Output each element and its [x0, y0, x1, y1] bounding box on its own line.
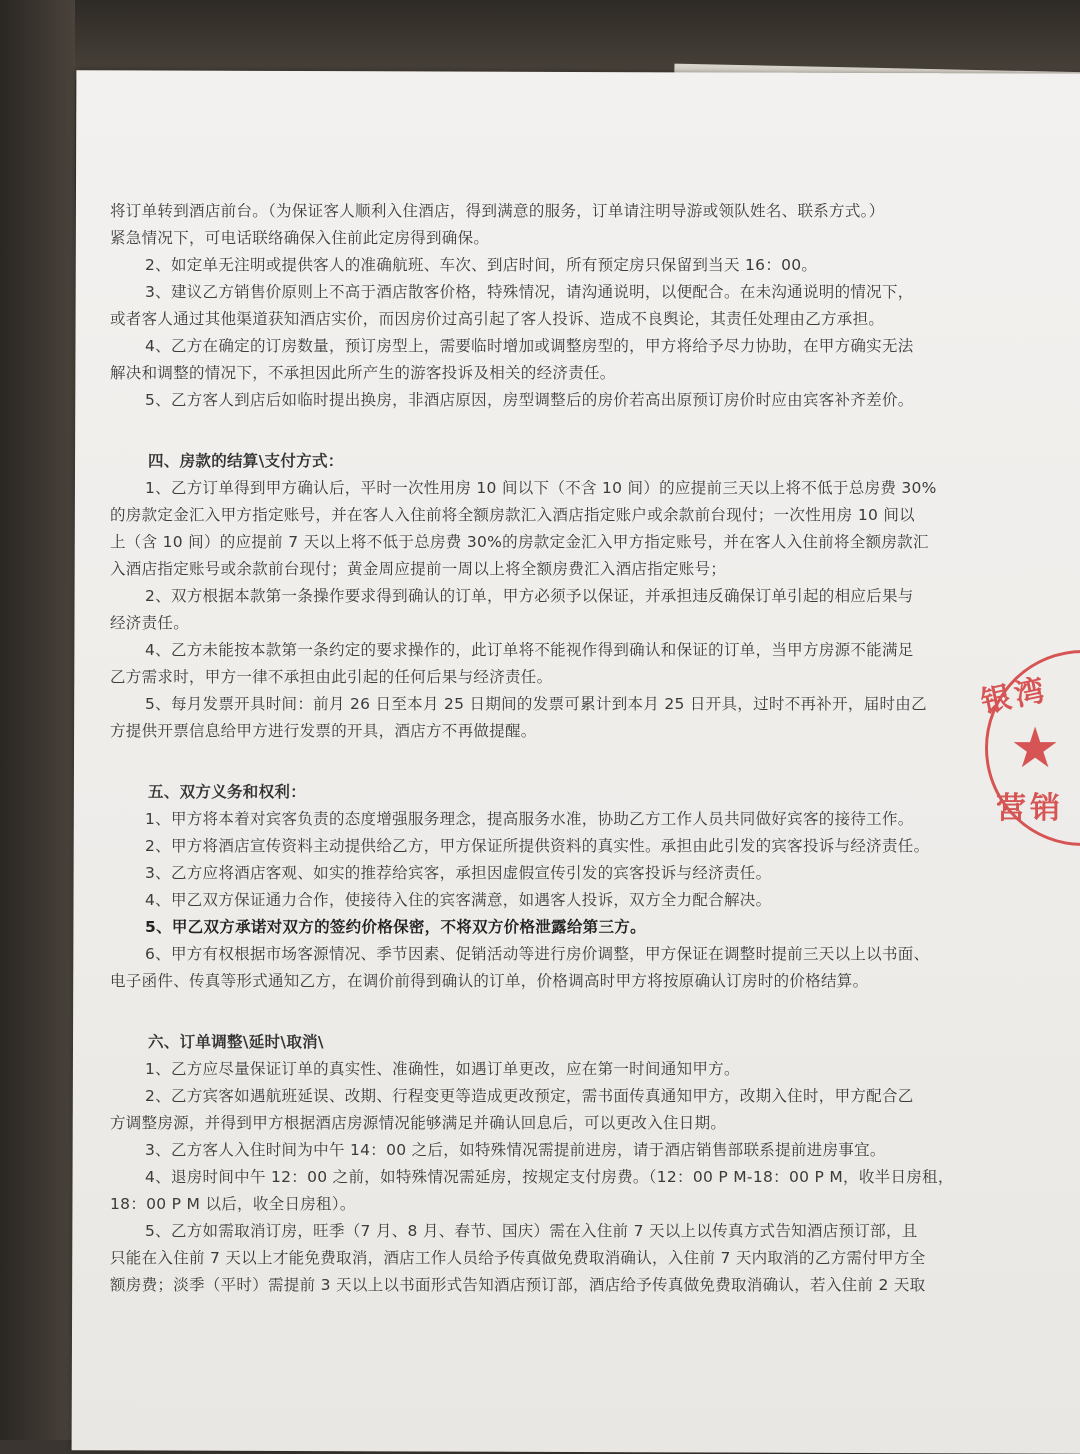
background-left — [0, 0, 75, 1440]
text-line: 额房费；淡季（平时）需提前 3 天以上以书面形式告知酒店预订部，酒店给予传真做免费取消确认，若入住前 2 天取 — [110, 1276, 926, 1294]
text-line: 2、甲方将酒店宣传资料主动提供给乙方，甲方保证所提供资料的真实性。承担由此引发的宾客投诉与经济责任。 — [145, 837, 930, 855]
text-line: 2、如定单无注明或提供客人的准确航班、车次、到店时间，所有预定房只保留到当天 16：00。 — [145, 256, 818, 274]
text-line: 只能在入住前 7 天以上才能免费取消，酒店工作人员给予传真做免费取消确认，入住前 7 天内取消的乙方需付甲方全 — [110, 1249, 926, 1267]
text-line: 上（含 10 间）的应提前 7 天以上将不低于总房费 30%的房款定金汇入甲方指定账号，并在客人入住前将全额房款汇 — [110, 533, 929, 551]
stamp-bottom-text: 营销 — [996, 791, 1064, 826]
text-line: 3、建议乙方销售价原则上不高于酒店散客价格，特殊情况，请沟通说明，以便配合。在未沟通说明的情况下， — [145, 283, 914, 301]
text-line: 6、甲方有权根据市场客源情况、季节因素、促销活动等进行房价调整，甲方保证在调整时提前三天以上以书面、 — [145, 945, 930, 963]
section-gap — [110, 745, 990, 779]
section-heading: 六、订单调整\延时\取消\ — [148, 1033, 324, 1051]
document-body — [110, 198, 990, 1299]
text-line: 3、乙方客人入住时间为中午 14：00 之后，如特殊情况需提前进房，请于酒店销售部联系提前进房事宜。 — [145, 1141, 886, 1159]
text-line: 18：00 P M 以后，收全日房租）。 — [110, 1195, 356, 1213]
section-gap — [110, 414, 990, 448]
text-line: 5、每月发票开具时间：前月 26 日至本月 25 日期间的发票可累计到本月 25 日开具，过时不再补开，届时由乙 — [145, 695, 927, 713]
text-line: 5、甲乙双方承诺对双方的签约价格保密，不将双方价格泄露给第三方。 — [145, 918, 646, 936]
text-line: 2、双方根据本款第一条操作要求得到确认的订单，甲方必须予以保证，并承担违反确保订单引起的相应后果与 — [145, 587, 914, 605]
text-line: 1、乙方订单得到甲方确认后，平时一次性用房 10 间以下（不含 10 间）的应提前三天以上将不低于总房费 30% — [145, 479, 937, 497]
section-gap — [110, 995, 990, 1029]
section-heading: 五、双方义务和权利： — [148, 783, 307, 801]
stamp-top-text: 银湾 — [977, 672, 1052, 721]
text-line: 1、甲方将本着对宾客负责的态度增强服务理念，提高服务水准，协助乙方工作人员共同做好宾客的接待工作。 — [145, 810, 914, 828]
text-line: 紧急情况下，可电话联络确保入住前此定房得到确保。 — [110, 229, 490, 247]
text-line: 4、退房时间中午 12：00 之前，如特殊情况需延房，按规定支付房费。（12：00 P M-18：00 P M，收半日房租， — [145, 1168, 954, 1186]
text-line: 2、乙方宾客如遇航班延误、改期、行程变更等造成更改预定，需书面传真通知甲方，改期入住时，甲方配合乙 — [145, 1087, 914, 1105]
text-line: 电子函件、传真等形式通知乙方，在调价前得到确认的订单，价格调高时甲方将按原确认订房时的价格结算。 — [110, 972, 869, 990]
text-line: 方调整房源，并得到甲方根据酒店房源情况能够满足并确认回息后，可以更改入住日期。 — [110, 1114, 727, 1132]
section-heading: 四、房款的结算\支付方式： — [148, 452, 344, 470]
text-line: 入酒店指定账号或余款前台现付；黄金周应提前一周以上将全额房费汇入酒店指定账号； — [110, 560, 727, 578]
text-line: 方提供开票信息给甲方进行发票的开具，酒店方不再做提醒。 — [110, 722, 537, 740]
text-line: 1、乙方应尽量保证订单的真实性、准确性，如遇订单更改，应在第一时间通知甲方。 — [145, 1060, 740, 1078]
text-line: 的房款定金汇入甲方指定账号，并在客人入住前将全额房款汇入酒店指定账户或余款前台现付；一次性用房 10 间以 — [110, 506, 915, 524]
company-seal-stamp — [977, 650, 1080, 846]
stamp-star-icon: ★ — [1010, 716, 1061, 781]
text-line: 乙方需求时，甲方一律不承担由此引起的任何后果与经济责任。 — [110, 668, 553, 686]
text-line: 4、甲乙双方保证通力合作，使接待入住的宾客满意，如遇客人投诉，双方全力配合解决。 — [145, 891, 772, 909]
text-line: 4、乙方未能按本款第一条约定的要求操作的，此订单将不能视作得到确认和保证的订单，当甲方房源不能满足 — [145, 641, 914, 659]
text-line: 经济责任。 — [110, 614, 190, 632]
text-line: 3、乙方应将酒店客观、如实的推荐给宾客，承担因虚假宣传引发的宾客投诉与经济责任。 — [145, 864, 772, 882]
text-line: 将订单转到酒店前台。（为保证客人顺利入住酒店，得到满意的服务，订单请注明导游或领队姓名、联系方式。） — [110, 202, 885, 220]
text-line: 4、乙方在确定的订房数量，预订房型上，需要临时增加或调整房型的，甲方将给予尽力协助，在甲方确实无法 — [145, 337, 914, 355]
text-line: 5、乙方如需取消订房，旺季（7 月、8 月、春节、国庆）需在入住前 7 天以上以传真方式告知酒店预订部，且 — [145, 1222, 918, 1240]
text-line: 或者客人通过其他渠道获知酒店实价，而因房价过高引起了客人投诉、造成不良舆论，其责任处理由乙方承担。 — [110, 310, 885, 328]
text-line: 5、乙方客人到店后如临时提出换房，非酒店原因，房型调整后的房价若高出原预订房价时应由宾客补齐差价。 — [145, 391, 914, 409]
text-line: 解决和调整的情况下，不承担因此所产生的游客投诉及相关的经济责任。 — [110, 364, 616, 382]
